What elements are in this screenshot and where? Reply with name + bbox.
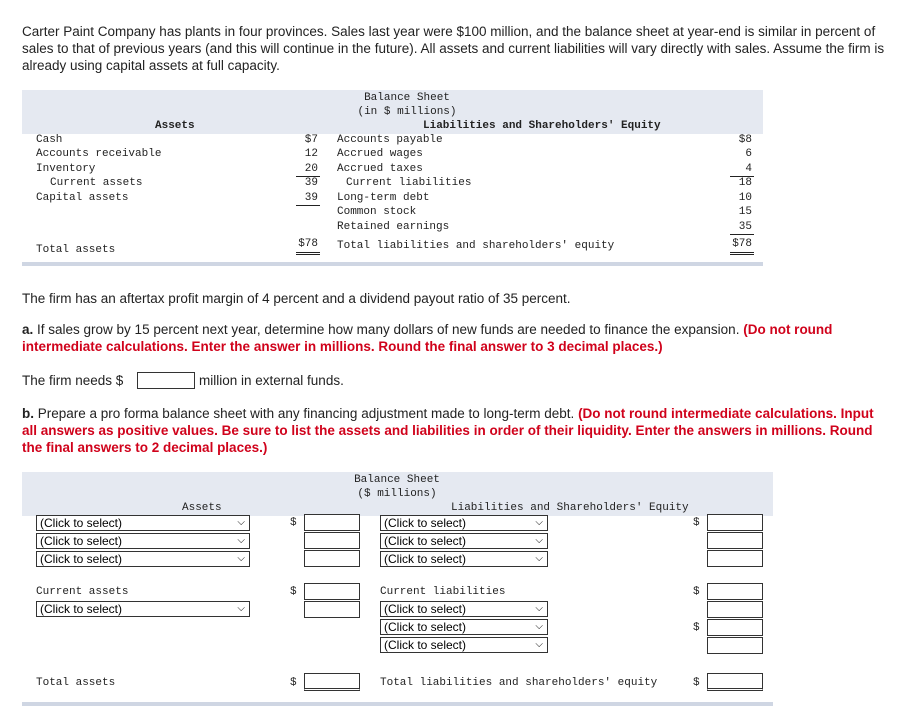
dollar-sign: $ (693, 586, 700, 598)
liab-value-input-6[interactable] (707, 637, 763, 654)
liab-value-input-1[interactable] (707, 514, 763, 531)
asset-label-capital: Capital assets (36, 192, 129, 204)
question-a (22, 321, 892, 355)
asset-label-inventory: Inventory (36, 163, 96, 175)
total-assets-value: $78 (298, 238, 318, 250)
dollar-sign: $ (693, 517, 700, 529)
liab-label-taxes: Accrued taxes (337, 163, 423, 175)
asset-label-current: Current assets (50, 177, 143, 189)
asset-select-3[interactable]: (Click to select) ⌵ (36, 551, 250, 567)
bs2-title: Balance Sheet (354, 474, 440, 486)
question-a-prefix: a. (22, 322, 34, 337)
double-rule (296, 252, 320, 253)
liab-label-ltd: Long-term debt (337, 192, 430, 204)
total-assets-label-2: Total assets (36, 677, 116, 689)
dollar-sign: $ (693, 677, 700, 689)
asset-select-2[interactable]: (Click to select) ⌵ (36, 533, 250, 549)
dollar-sign: $ (693, 622, 700, 634)
liab-value-taxes: 4 (745, 163, 752, 175)
double-rule (730, 254, 754, 255)
bs2-liab-header: Liabilities and Shareholders' Equity (451, 502, 689, 514)
double-rule (296, 254, 320, 255)
bs1-bottom-band (22, 262, 763, 266)
liab-value-wages: 6 (745, 148, 752, 160)
bs1-assets-header: Assets (155, 120, 195, 132)
double-rule (730, 252, 754, 253)
asset-select-1[interactable]: (Click to select) ⌵ (36, 515, 250, 531)
liab-label-current: Current liabilities (346, 177, 472, 189)
liab-value-input-2[interactable] (707, 532, 763, 549)
chevron-down-icon: ⌵ (535, 535, 543, 546)
external-funds-input[interactable] (137, 372, 195, 389)
current-liab-input[interactable] (707, 583, 763, 600)
current-assets-label: Current assets (36, 586, 129, 598)
liab-label-retained: Retained earnings (337, 221, 450, 233)
question-a-text: If sales grow by 15 percent next year, determine how many dollars of new funds are needed to finance the expansion. (33, 322, 744, 337)
dollar-sign: $ (290, 586, 297, 598)
bs2-assets-header: Assets (182, 502, 222, 514)
chevron-down-icon: ⌵ (237, 535, 245, 546)
asset-value-input-4[interactable] (304, 601, 360, 618)
total-liab-label: Total liabilities and shareholders' equity (337, 240, 615, 252)
liab-value-current: 18 (738, 177, 752, 189)
asset-value-input-1[interactable] (304, 514, 360, 531)
chevron-down-icon: ⌵ (535, 553, 543, 564)
chevron-down-icon: ⌵ (535, 517, 543, 528)
liab-value-input-5[interactable] (707, 619, 763, 636)
answer-a-prefix: The firm needs $ (22, 373, 124, 388)
current-assets-input[interactable] (304, 583, 360, 600)
question-b-prefix: b. (22, 406, 34, 421)
question-b-instructions: (Do not round intermediate calculations. Input all answers as positive values. Be sure to list the assets and liabilities in order of their liquidity. Enter the answers in millions. Round the final answers to 2 decimal places.) (22, 406, 874, 455)
rule (296, 205, 320, 206)
bs1-subtitle: (in $ millions) (357, 106, 457, 118)
liab-select-2[interactable]: (Click to select) ⌵ (380, 533, 548, 549)
liab-label-payable: Accounts payable (337, 134, 443, 146)
chevron-down-icon: ⌵ (237, 517, 245, 528)
liab-select-1[interactable]: (Click to select) ⌵ (380, 515, 548, 531)
bs2-subtitle: ($ millions) (357, 488, 437, 500)
total-liab-label-2: Total liabilities and shareholders' equity (380, 677, 658, 689)
question-b-text: Prepare a pro forma balance sheet with any financing adjustment made to long-term debt. (34, 406, 579, 421)
total-assets-label: Total assets (36, 244, 116, 256)
rule (730, 234, 754, 235)
liab-label-stock: Common stock (337, 206, 417, 218)
chevron-down-icon: ⌵ (237, 553, 245, 564)
liab-value-ltd: 10 (738, 192, 752, 204)
total-assets-input[interactable] (304, 673, 360, 691)
dollar-sign: $ (290, 517, 297, 529)
intro-paragraph: Carter Paint Company has plants in four provinces. Sales last year were $100 million, and the balance sheet at year-end is similar in percent of sales to that of previous years (and this will continue in the future). All assets and current liabilities will vary directly with sales. Assume the firm is already using capital assets at full capacity. (22, 24, 885, 73)
liab-value-input-3[interactable] (707, 550, 763, 567)
asset-value-cash: $7 (304, 134, 318, 146)
profit-margin-text: The firm has an aftertax profit margin of 4 percent and a dividend payout ratio of 35 percent. (22, 291, 571, 306)
asset-value-receivables: 12 (304, 148, 318, 160)
liab-select-5[interactable]: (Click to select) ⌵ (380, 619, 548, 635)
asset-select-4[interactable]: (Click to select) ⌵ (36, 601, 250, 617)
liab-value-stock: 15 (738, 206, 752, 218)
liab-value-payable: $8 (738, 134, 752, 146)
asset-label-receivables: Accounts receivable (36, 148, 162, 160)
chevron-down-icon: ⌵ (535, 621, 543, 632)
liab-select-3[interactable]: (Click to select) ⌵ (380, 551, 548, 567)
asset-value-inventory: 20 (304, 163, 318, 175)
asset-label-cash: Cash (36, 134, 63, 146)
liab-select-4[interactable]: (Click to select) ⌵ (380, 601, 548, 617)
liab-label-wages: Accrued wages (337, 148, 423, 160)
chevron-down-icon: ⌵ (535, 603, 543, 614)
chevron-down-icon: ⌵ (237, 603, 245, 614)
question-b (22, 405, 892, 456)
chevron-down-icon: ⌵ (535, 639, 543, 650)
bs1-title: Balance Sheet (364, 92, 450, 104)
liab-value-retained: 35 (738, 221, 752, 233)
total-liab-input[interactable] (707, 673, 763, 691)
bs2-bottom-band (22, 702, 773, 706)
bs1-liab-header: Liabilities and Shareholders' Equity (423, 120, 661, 132)
answer-a-suffix: million in external funds. (199, 373, 344, 388)
asset-value-capital: 39 (304, 192, 318, 204)
question-a-instructions: (Do not round intermediate calculations. Enter the answer in millions. Round the final answer to 3 decimal places.) (22, 322, 833, 354)
liab-value-input-4[interactable] (707, 601, 763, 618)
asset-value-current: 39 (304, 177, 318, 189)
dollar-sign: $ (290, 677, 297, 689)
total-liab-value: $78 (732, 238, 752, 250)
current-liab-label: Current liabilities (380, 586, 506, 598)
asset-value-input-2[interactable] (304, 532, 360, 549)
liab-select-6[interactable]: (Click to select) ⌵ (380, 637, 548, 653)
asset-value-input-3[interactable] (304, 550, 360, 567)
